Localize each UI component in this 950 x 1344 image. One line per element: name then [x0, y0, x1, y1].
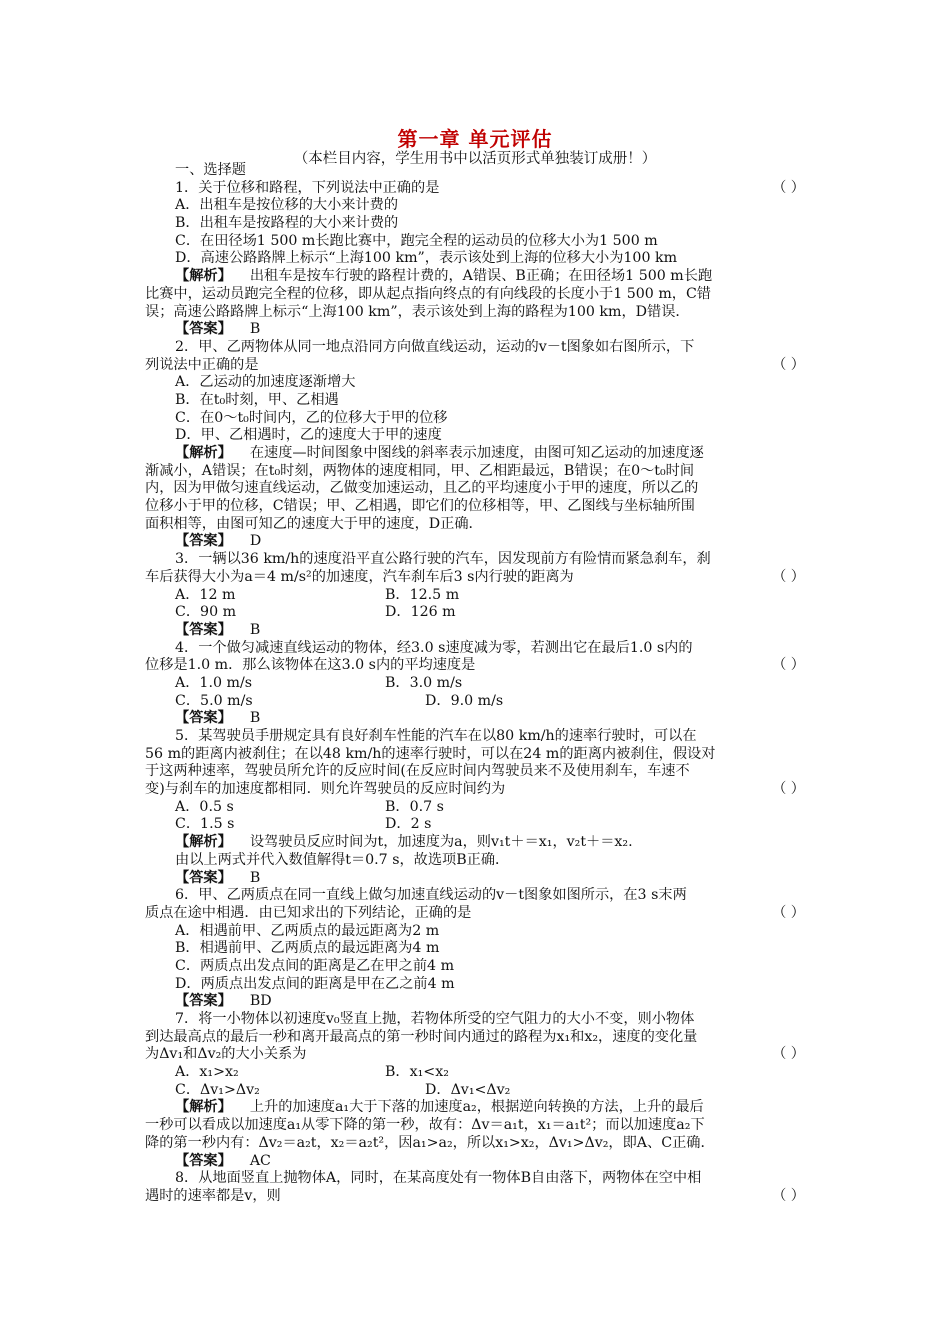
question-3-option-c: C．90 m	[175, 604, 237, 621]
question-2-stem-line: 列说法中正确的是 （ ）	[145, 356, 805, 373]
question-3-answer: 【答案】 B	[175, 621, 261, 638]
question-1-option-a: A．出租车是按位移的大小来计费的	[175, 197, 399, 214]
question-5-stem-line: 56 m的距离内被刹住；在以48 km/h的速率行驶时，可以在24 m的距离内被刹住，假设对	[145, 745, 716, 762]
page-title: 第一章 单元评估	[397, 127, 553, 151]
question-2-analysis-line: 面积相等，由图可知乙的速度大于甲的速度，D正确．	[145, 515, 483, 532]
question-7-stem-line: 到达最高点的最后一秒和离开最高点的第一秒时间内通过的路程为x₁和x₂，速度的变化量	[145, 1028, 698, 1045]
question-5-stem-line: 于这两种速率，驾驶员所允许的反应时间(在反应时间内驾驶员来不及使用刹车，车速不	[145, 763, 690, 780]
question-7-option-b: B．x₁<x₂	[385, 1064, 449, 1081]
question-6-option-c: C．两质点出发点间的距离是乙在甲之前4 m	[175, 957, 455, 974]
question-4-stem: 4．一个做匀减速直线运动的物体，经3.0 s速度减为零，若测出它在最后1.0 s内的	[175, 639, 693, 656]
question-3-stem-line: 车后获得大小为a＝4 m/s²的加速度，汽车刹车后3 s内行驶的距离为 （ ）	[145, 568, 805, 585]
question-7-option-d: D．Δv₁<Δv₂	[425, 1081, 511, 1098]
question-1-option-c: C．在田径场1 500 m长跑比赛中，跑完全程的运动员的位移大小为1 500 m	[175, 232, 658, 249]
question-5-options-ab	[145, 799, 805, 817]
question-7-analysis: 【解析】 上升的加速度a₁大于下落的加速度a₂，根据逆向转换的方法，上升的最后	[175, 1099, 704, 1116]
question-4-option-a: A．1.0 m/s	[175, 674, 253, 691]
question-3-options-cd	[145, 604, 805, 622]
answer-blank: （ ）	[772, 1046, 805, 1063]
question-1-option-b: B．出租车是按路程的大小来计费的	[175, 215, 399, 232]
question-4-options-ab	[145, 675, 805, 693]
answer-blank: （ ）	[772, 781, 805, 798]
question-3-options-ab	[145, 587, 805, 605]
question-6-answer: 【答案】 BD	[175, 993, 272, 1010]
question-4-option-d: D．9.0 m/s	[425, 692, 504, 709]
question-2-analysis-line: 位移小于甲的位移，C错误；甲、乙相遇，即它们的位移相等，甲、乙图线与坐标轴所围	[145, 498, 695, 515]
question-2-analysis-line: 渐减小，A错误；在t₀时刻，两物体的速度相同，甲、乙相距最远，B错误；在0～t₀时间	[145, 462, 695, 479]
question-5-option-d: D．2 s	[385, 816, 432, 833]
question-4-answer: 【答案】 B	[175, 710, 261, 727]
question-1-analysis: 【解析】 出租车是按车行驶的路程计费的，A错误、B正确；在田径场1 500 m长跑	[175, 268, 713, 285]
question-2-option-a: A．乙运动的加速度逐渐增大	[175, 374, 356, 391]
question-1-analysis-line: 比赛中，运动员跑完全程的位移，即从起点指向终点的有向线段的长度小于1 500 m，C错	[145, 285, 711, 302]
question-5-option-b: B．0.7 s	[385, 798, 444, 815]
answer-blank: （ ）	[772, 1187, 805, 1204]
question-7-analysis-line: 降的第一秒内有：Δv₂＝a₂t，x₂＝a₂t²，因a₁>a₂，所以x₁>x₂，Δv₁>Δv₂，即A、C正确．	[145, 1134, 715, 1151]
question-5-options-cd	[145, 816, 805, 834]
question-1-answer: 【答案】 B	[175, 321, 261, 338]
document-body	[145, 162, 805, 1206]
question-5-analysis: 【解析】 设驾驶员反应时间为t，加速度为a，则v₁t＋＝x₁，v₂t＋＝x₂.	[175, 834, 633, 851]
question-3-option-d: D．126 m	[385, 604, 456, 621]
question-6-stem: 6．甲、乙两质点在同一直线上做匀加速直线运动的v－t图象如图所示，在3 s末两	[175, 887, 687, 904]
question-7-options-ab	[145, 1064, 805, 1082]
question-8-stem-line: 遇时的速率都是v，则 （ ）	[145, 1187, 805, 1204]
question-1-stem: 1．关于位移和路程，下列说法中正确的是 （ ）	[175, 179, 805, 196]
question-5-option-c: C．1.5 s	[175, 816, 235, 833]
answer-blank: （ ）	[772, 179, 805, 196]
question-1-analysis-line: 误；高速公路路牌上标示“上海100 km”，表示该处到上海的路程为100 km，D错误．	[145, 303, 690, 320]
question-3-stem: 3．一辆以36 km/h的速度沿平直公路行驶的汽车，因发现前方有险情而紧急刹车，刹	[175, 551, 711, 568]
question-3-option-a: A．12 m	[175, 586, 236, 603]
question-6-option-d: D．两质点出发点间的距离是甲在乙之前4 m	[175, 975, 455, 992]
question-2-option-d: D．甲、乙相遇时，乙的速度大于甲的速度	[175, 427, 442, 444]
question-5-stem: 5．某驾驶员手册规定具有良好刹车性能的汽车在以80 km/h的速率行驶时，可以在	[175, 728, 697, 744]
question-2-analysis-line: 内，因为甲做匀速直线运动，乙做变加速运动，且乙的平均速度小于甲的速度，所以乙的	[145, 480, 699, 497]
question-5-answer: 【答案】 B	[175, 869, 261, 886]
question-2-stem: 2．甲、乙两物体从同一地点沿同方向做直线运动，运动的v－t图象如右图所示，下	[175, 338, 695, 355]
question-4-option-b: B．3.0 m/s	[385, 674, 463, 691]
question-2-option-b: B．在t₀时刻，甲、乙相遇	[175, 391, 339, 408]
answer-blank: （ ）	[772, 568, 805, 585]
answer-blank: （ ）	[772, 904, 805, 921]
question-4-option-c: C．5.0 m/s	[175, 692, 253, 709]
section-heading: 一、选择题	[175, 162, 246, 178]
question-6-option-b: B．相遇前甲、乙两质点的最远距离为4 m	[175, 940, 440, 957]
question-7-answer: 【答案】 AC	[175, 1152, 271, 1169]
question-7-stem: 7．将一小物体以初速度v₀竖直上抛，若物体所受的空气阻力的大小不变，则小物体	[175, 1011, 695, 1027]
question-1-option-d: D．高速公路路牌上标示“上海100 km”，表示该处到上海的位移大小为100 km	[175, 250, 678, 267]
question-6-stem-line: 质点在途中相遇．由已知求出的下列结论，正确的是 （ ）	[145, 904, 805, 921]
page-subtitle: （本栏目内容，学生用书中以活页形式单独装订成册！）	[293, 151, 657, 167]
question-7-stem-line: 为Δv₁和Δv₂的大小关系为 （ ）	[145, 1046, 805, 1063]
question-5-stem-line: 变)与刹车的加速度都相同．则允许驾驶员的反应时间约为 （ ）	[145, 781, 805, 798]
question-4-options-cd	[145, 693, 805, 711]
question-5-analysis-line: 由以上两式并代入数值解得t＝0.7 s，故选项B正确．	[175, 851, 510, 868]
question-2-answer: 【答案】 D	[175, 533, 262, 550]
question-2-analysis: 【解析】 在速度—时间图象中图线的斜率表示加速度，由图可知乙运动的加速度逐	[175, 445, 704, 461]
question-7-option-a: A．x₁>x₂	[175, 1064, 239, 1081]
answer-blank: （ ）	[772, 657, 805, 674]
question-4-stem-line: 位移是1.0 m．那么该物体在这3.0 s内的平均速度是 （ ）	[145, 657, 805, 674]
question-2-option-c: C．在0～t₀时间内，乙的位移大于甲的位移	[175, 409, 448, 426]
question-7-analysis-line: 一秒可以看成以加速度a₁从零下降的第一秒，故有：Δv＝a₁t，x₁＝a₁t²；而以加速度a₂下	[145, 1117, 705, 1134]
question-5-option-a: A．0.5 s	[175, 798, 234, 815]
answer-blank: （ ）	[772, 356, 805, 373]
question-3-option-b: B．12.5 m	[385, 586, 460, 603]
question-6-option-a: A．相遇前甲、乙两质点的最远距离为2 m	[175, 922, 440, 939]
question-8-stem: 8．从地面竖直上抛物体A，同时，在某高度处有一物体B自由落下，两物体在空中相	[175, 1170, 702, 1187]
question-7-option-c: C．Δv₁>Δv₂	[175, 1081, 260, 1098]
question-7-options-cd	[145, 1082, 805, 1100]
